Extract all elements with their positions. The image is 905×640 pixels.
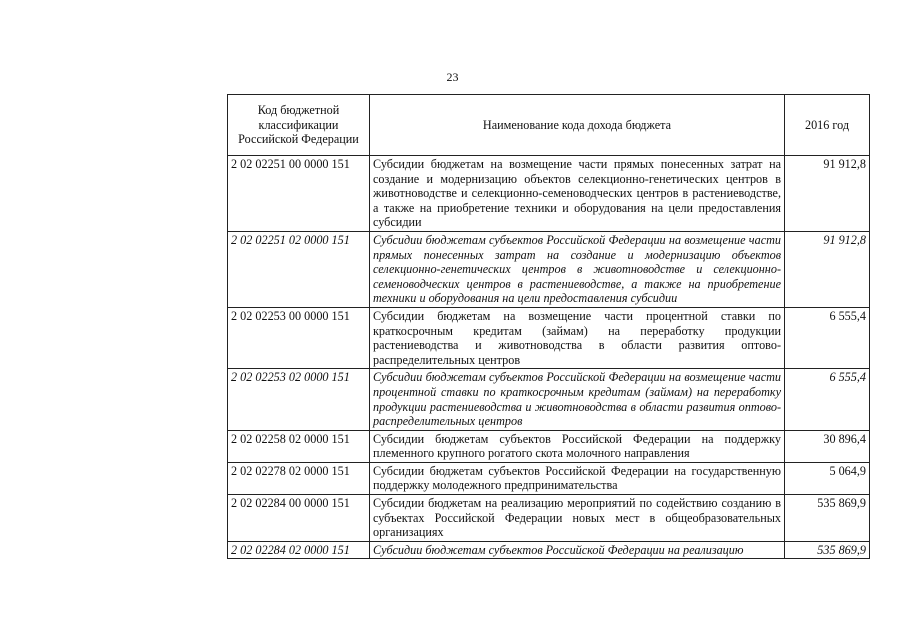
row-code: 2 02 02251 00 0000 151	[228, 156, 370, 232]
row-amount: 535 869,9	[785, 495, 870, 542]
row-amount: 6 555,4	[785, 307, 870, 368]
row-code: 2 02 02253 00 0000 151	[228, 307, 370, 368]
header-name: Наименование кода дохода бюджета	[370, 95, 785, 156]
table-row	[228, 156, 870, 232]
table-row	[228, 231, 870, 307]
row-code: 2 02 02284 00 0000 151	[228, 495, 370, 542]
row-code: 2 02 02253 02 0000 151	[228, 369, 370, 430]
row-code: 2 02 02251 02 0000 151	[228, 231, 370, 307]
row-amount: 30 896,4	[785, 430, 870, 462]
header-code: Код бюджетной классификации Российской Федерации	[228, 95, 370, 156]
page-number: 23	[446, 70, 459, 84]
table-row	[228, 307, 870, 368]
table-row	[228, 462, 870, 494]
row-name: Субсидии бюджетам субъектов Российской Федерации на государственную поддержку молодежного предпринимательства	[370, 462, 785, 494]
table-header-row	[228, 95, 870, 156]
row-name: Субсидии бюджетам субъектов Российской Федерации на возмещение части процентной ставки по краткосрочным кредитам (займам) на переработку продукции растениеводства и животноводства в области развития оптово-распределительных центров	[370, 369, 785, 430]
row-name: Субсидии бюджетам на возмещение части прямых понесенных затрат на создание и модернизацию объектов селекционно-генетических центров в животноводстве и селекционно-семеноводческих центров в растениеводстве, а также на приобретение техники и оборудования на цели предоставления субсидии	[370, 156, 785, 232]
row-name: Субсидии бюджетам на реализацию мероприятий по содействию созданию в субъектах Российской Федерации новых мест в общеобразовательных организациях	[370, 495, 785, 542]
row-amount: 91 912,8	[785, 156, 870, 232]
row-code: 2 02 02284 02 0000 151	[228, 541, 370, 559]
budget-table	[227, 94, 870, 559]
row-amount: 535 869,9	[785, 541, 870, 559]
row-name: Субсидии бюджетам на возмещение части процентной ставки по краткосрочным кредитам (займам) на переработку продукции растениеводства и животноводства в области развития оптово-распределительных центров	[370, 307, 785, 368]
table-row	[228, 495, 870, 542]
row-name: Субсидии бюджетам субъектов Российской Федерации на реализацию	[370, 541, 785, 559]
table-row	[228, 369, 870, 430]
row-code: 2 02 02258 02 0000 151	[228, 430, 370, 462]
row-code: 2 02 02278 02 0000 151	[228, 462, 370, 494]
row-amount: 5 064,9	[785, 462, 870, 494]
row-amount: 91 912,8	[785, 231, 870, 307]
row-name: Субсидии бюджетам субъектов Российской Федерации на поддержку племенного крупного рогатого скота молочного направления	[370, 430, 785, 462]
table-row	[228, 430, 870, 462]
row-name: Субсидии бюджетам субъектов Российской Федерации на возмещение части прямых понесенных затрат на создание и модернизацию объектов селекционно-генетических центров в животноводстве и селекционно-семеноводческих центров в растениеводстве, а также на приобретение техники и оборудования на цели предоставления субсидии	[370, 231, 785, 307]
header-year: 2016 год	[785, 95, 870, 156]
table-row	[228, 541, 870, 559]
row-amount: 6 555,4	[785, 369, 870, 430]
